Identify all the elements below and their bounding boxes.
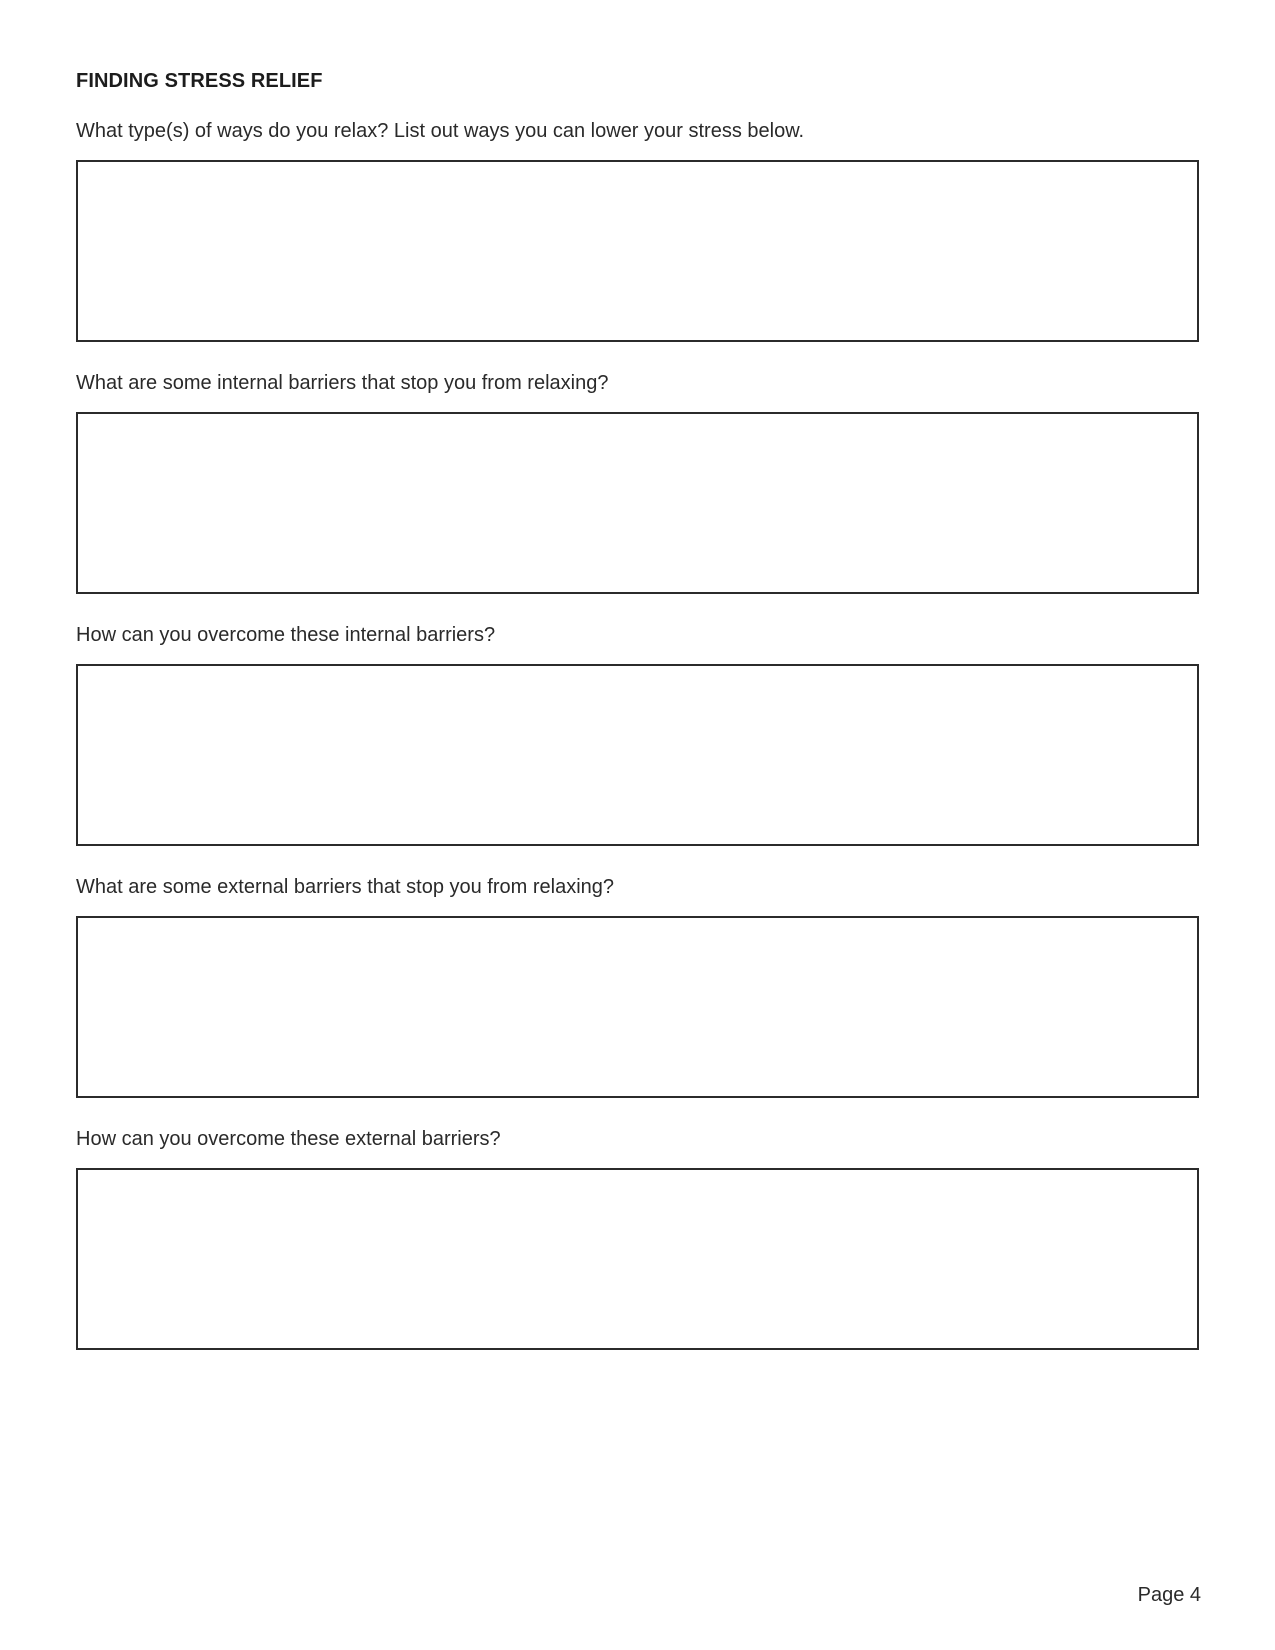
- question-overcome-internal: How can you overcome these internal barriers?: [76, 624, 496, 646]
- question-internal-barriers: What are some internal barriers that stop you from relaxing?: [76, 372, 609, 394]
- page-number: Page 4: [1137, 1584, 1201, 1606]
- answer-box-overcome-external[interactable]: [76, 1168, 1199, 1350]
- question-external-barriers: What are some external barriers that stop you from relaxing?: [76, 876, 615, 898]
- answer-box-external-barriers[interactable]: [76, 916, 1199, 1098]
- answer-box-relax-methods[interactable]: [76, 160, 1199, 342]
- page-title: FINDING STRESS RELIEF: [76, 70, 323, 92]
- question-relax-methods: What type(s) of ways do you relax? List out ways you can lower your stress below.: [76, 120, 805, 142]
- question-overcome-external: How can you overcome these external barriers?: [76, 1128, 501, 1150]
- answer-box-overcome-internal[interactable]: [76, 664, 1199, 846]
- answer-box-internal-barriers[interactable]: [76, 412, 1199, 594]
